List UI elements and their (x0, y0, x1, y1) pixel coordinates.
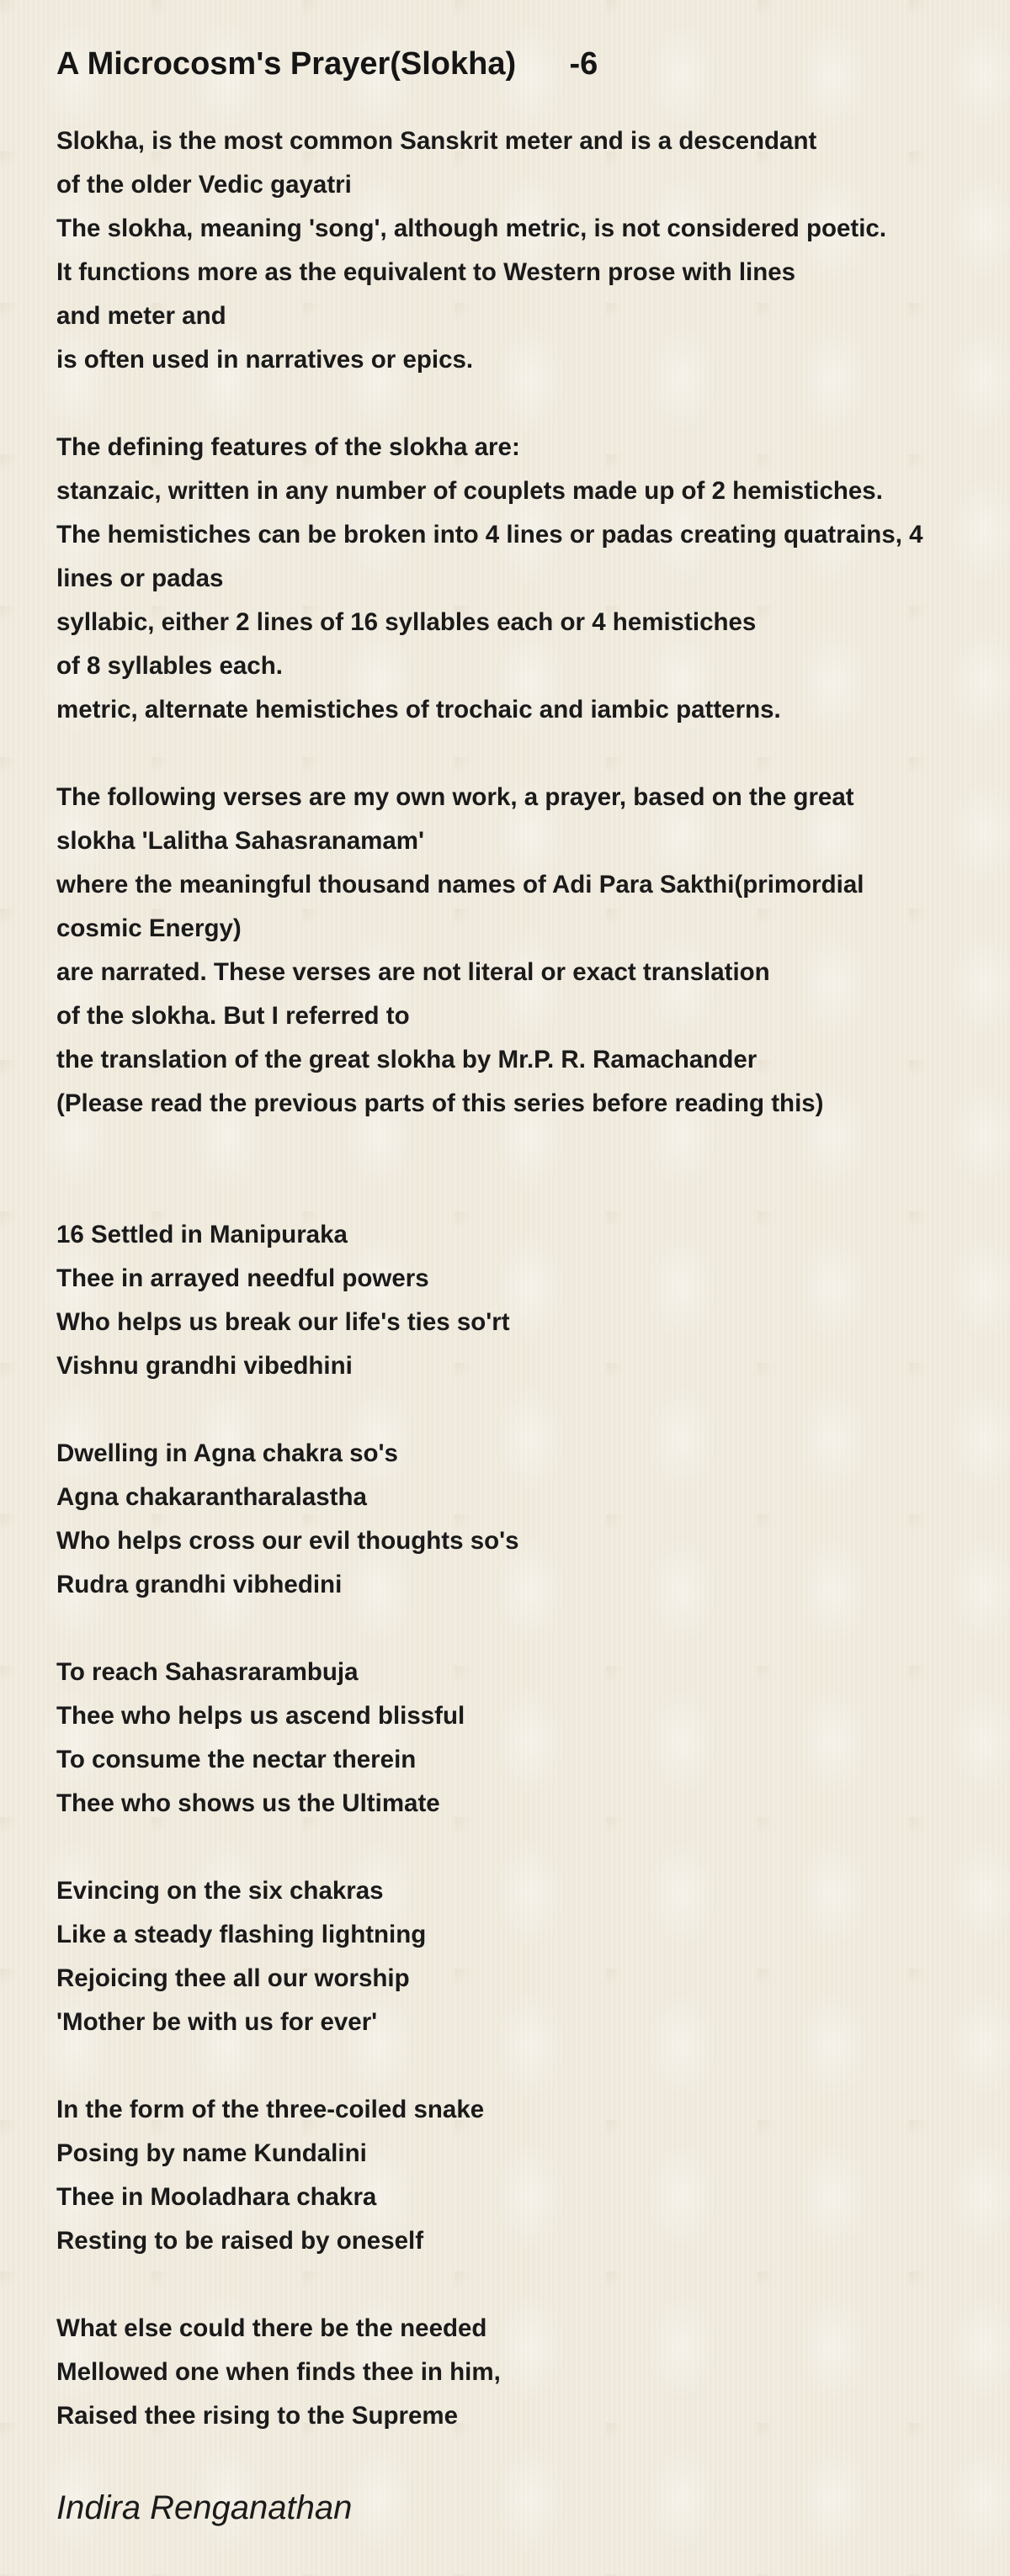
poem-line: Posing by name Kundalini (56, 2139, 367, 2167)
poem-line: where the meaningful thousand names of Adi Para Sakthi(primordial (56, 871, 864, 898)
poem-line: Thee who shows us the Ultimate (56, 1789, 440, 1817)
poem-line: 'Mother be with us for ever' (56, 2008, 378, 2036)
poem-line: cosmic Energy) (56, 914, 242, 942)
poem-line: lines or padas (56, 564, 224, 592)
poem-line: Dwelling in Agna chakra so's (56, 1439, 398, 1467)
poem-line: The slokha, meaning 'song', although metric, is not considered poetic. (56, 215, 887, 242)
poem-line: To reach Sahasrarambuja (56, 1658, 359, 1686)
poem-line: Vishnu grandhi vibedhini (56, 1352, 353, 1380)
poem-line: Mellowed one when finds thee in him, (56, 2358, 501, 2386)
blank-line (56, 1169, 1003, 1213)
poem-line: of the slokha. But I referred to (56, 1002, 410, 1030)
poem-line: stanzaic, written in any number of couplets made up of 2 hemistiches. (56, 477, 883, 505)
poem-line: To consume the nectar therein (56, 1746, 417, 1773)
poem-line: Like a steady flashing lightning (56, 1921, 427, 1948)
poem-line: Resting to be raised by oneself (56, 2227, 424, 2255)
poem-line: of 8 syllables each. (56, 652, 283, 680)
poem-line: Agna chakarantharalastha (56, 1483, 367, 1511)
poem-line: (Please read the previous parts of this series before reading this) (56, 1089, 824, 1117)
blank-line (56, 732, 1003, 776)
poem-line: slokha 'Lalitha Sahasranamam' (56, 827, 425, 855)
poem-line: of the older Vedic gayatri (56, 171, 352, 199)
poem-line: Slokha, is the most common Sanskrit meter and is a descendant (56, 127, 817, 155)
blank-line (56, 2044, 1003, 2088)
poem-line: Thee in arrayed needful powers (56, 1264, 429, 1292)
poem-line: Thee in Mooladhara chakra (56, 2183, 377, 2211)
poem-line: The defining features of the slokha are: (56, 433, 520, 461)
poem-line: metric, alternate hemistiches of trochaic and iambic patterns. (56, 696, 781, 724)
blank-line (56, 1126, 1003, 1169)
poem-line: Rejoicing thee all our worship (56, 1964, 410, 1992)
blank-line (56, 1607, 1003, 1651)
poem-line: Evincing on the six chakras (56, 1877, 384, 1905)
poem-body (56, 119, 1003, 2438)
poem-line: Who helps cross our evil thoughts so's (56, 1527, 519, 1555)
blank-line (56, 1826, 1003, 1869)
poem-line: is often used in narratives or epics. (56, 346, 474, 374)
blank-line (56, 2263, 1003, 2307)
poem-line: 16 Settled in Manipuraka (56, 1221, 348, 1248)
poem-line: The following verses are my own work, a prayer, based on the great (56, 783, 854, 811)
poem-line: Raised thee rising to the Supreme (56, 2402, 459, 2430)
poem-line: Thee who helps us ascend blissful (56, 1702, 465, 1730)
poem-line: are narrated. These verses are not literal or exact translation (56, 958, 770, 986)
poem-line: The hemistiches can be broken into 4 lines or padas creating quatrains, 4 (56, 521, 923, 549)
blank-line (56, 382, 1003, 426)
poem-line: Who helps us break our life's ties so'rt (56, 1308, 510, 1336)
poem-line: the translation of the great slokha by Mr.P. R. Ramachander (56, 1046, 758, 1073)
poem-author: Indira Renganathan (56, 2489, 353, 2526)
blank-line (56, 1388, 1003, 1432)
poem-line: syllabic, either 2 lines of 16 syllables each or 4 hemistiches (56, 608, 757, 636)
poem-line: It functions more as the equivalent to Western prose with lines (56, 258, 796, 286)
poem-line: and meter and (56, 302, 226, 330)
poem-line: In the form of the three-coiled snake (56, 2096, 485, 2123)
poem-line: What else could there be the needed (56, 2314, 487, 2342)
poem-line: Rudra grandhi vibhedini (56, 1571, 343, 1598)
poem-title: A Microcosm's Prayer(Slokha) -6 (56, 46, 598, 82)
